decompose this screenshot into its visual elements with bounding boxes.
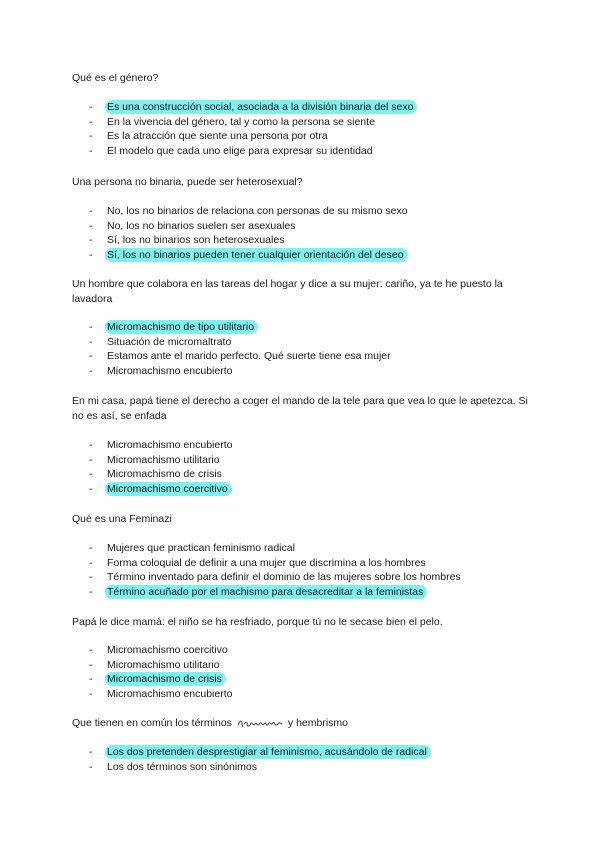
list-marker: - [89,248,93,261]
option-text: Micromachismo encubierto [107,364,233,377]
option-text: No, los no binarios suelen ser asexuales [107,219,296,232]
option-text: Micromachismo de tipo utilitario [106,321,257,333]
question-2-options [89,204,411,262]
option-text: Mujeres que practican feminismo radical [107,542,295,554]
list-item [89,541,464,556]
list-item [89,248,411,263]
option-text: El modelo que cada uno elige para expresar su identidad [107,144,373,157]
list-item [89,349,394,364]
option-text: Situación de micromaltrato [107,335,232,348]
option-text: Micromachismo de crisis [107,468,222,481]
option-text: Los dos términos son sinónimos [107,760,257,773]
list-item [89,100,416,115]
option-text: Estamos ante el marido perfecto. Qué suerte tiene esa mujer [107,350,391,363]
question-6-options [89,643,235,701]
list-marker: - [89,571,93,584]
list-marker: - [89,364,93,377]
list-item [89,335,394,350]
question-3-options [89,320,394,378]
list-marker: - [89,439,93,451]
list-item [89,364,394,379]
option-text: Es una construcción social, asociada a la división binaria del sexo [106,101,416,113]
list-item [89,687,235,702]
list-item [89,320,394,335]
list-marker: - [89,335,93,348]
list-marker: - [89,687,93,700]
option-text: Sí, los no binarios pueden tener cualquier orientación del deseo [106,249,407,261]
question-7-prompt-end: y hembrismo [287,717,349,729]
list-item [89,760,430,775]
list-item [89,570,464,585]
list-marker: - [89,219,93,232]
question-7-prompt-start: Que tienen en común los términos [72,717,232,729]
list-marker: - [89,144,93,157]
question-4-prompt: En mi casa, papá tiene el derecho a coger el mando de la tele para que vea lo que le apetezca. Si no es así, se enfada [72,395,528,422]
list-marker: - [89,453,93,466]
list-item [89,745,430,760]
option-text: Los dos pretenden desprestigiar al feminismo, acusándolo de radical [106,746,430,758]
list-item [89,482,235,497]
list-marker: - [89,350,93,363]
question-5-options [89,541,464,599]
list-item [89,658,235,673]
option-text: En la vivencia del género, tal y como la persona se siente [107,115,375,128]
list-item [89,585,464,600]
list-marker: - [89,321,93,333]
list-marker: - [89,556,93,569]
option-text: Sí, los no binarios son heterosexuales [107,234,285,247]
list-item [89,556,464,571]
question-4-options [89,438,235,496]
list-marker: - [89,115,93,128]
option-text: Micromachismo encubierto [107,687,233,700]
list-item [89,453,235,468]
option-text: Es la atracción que siente una persona por otra [107,130,328,143]
list-item [89,672,235,687]
list-marker: - [89,101,93,113]
option-text: Micromachismo de crisis [106,673,225,685]
question-6-prompt: Papá le dice mamá: el niño se ha resfriado, porque tú no le secase bien el pelo. [72,616,443,628]
question-7-options [89,745,430,774]
list-item [89,467,235,482]
list-marker: - [89,205,93,217]
list-item [89,204,411,219]
question-5-prompt: Qué es una Feminazi [72,513,172,525]
handwritten-word-image [236,716,284,730]
question-1-options [89,100,416,158]
option-text: Término inventado para definir el dominio de las mujeres sobre los hombres [107,571,461,584]
list-marker: - [89,585,93,598]
question-3-prompt: Un hombre que colabora en las tareas del hogar y dice a su mujer: cariño, ya te he puesto la lavadora [72,278,503,305]
question-1-prompt: Qué es el género? [72,72,159,84]
list-item [89,643,235,658]
option-text: Micromachismo coercitivo [107,644,228,656]
question-7-prompt [72,716,542,731]
list-marker: - [89,673,93,686]
list-item [89,233,411,248]
list-item [89,144,416,159]
list-marker: - [89,746,93,758]
list-marker: - [89,468,93,481]
question-2-prompt: Una persona no binaria, puede ser heterosexual? [72,176,303,188]
option-text: Micromachismo utilitario [107,453,220,466]
option-text: Micromachismo coercitivo [106,483,231,495]
list-marker: - [89,234,93,247]
list-item [89,219,411,234]
option-text: Término acuñado por el machismo para desacreditar a la feministas [106,586,426,598]
list-marker: - [89,644,93,656]
option-text: Micromachismo encubierto [107,439,233,451]
list-marker: - [89,130,93,143]
option-text: Micromachismo utilitario [107,658,220,671]
option-text: Forma coloquial de definir a una mujer que discrimina a los hombres [107,556,426,569]
list-item [89,115,416,130]
option-text: No, los no binarios de relaciona con personas de su mismo sexo [107,205,408,217]
list-item [89,129,416,144]
list-marker: - [89,482,93,495]
list-item [89,438,235,453]
list-marker: - [89,658,93,671]
list-marker: - [89,760,93,773]
list-marker: - [89,542,93,554]
